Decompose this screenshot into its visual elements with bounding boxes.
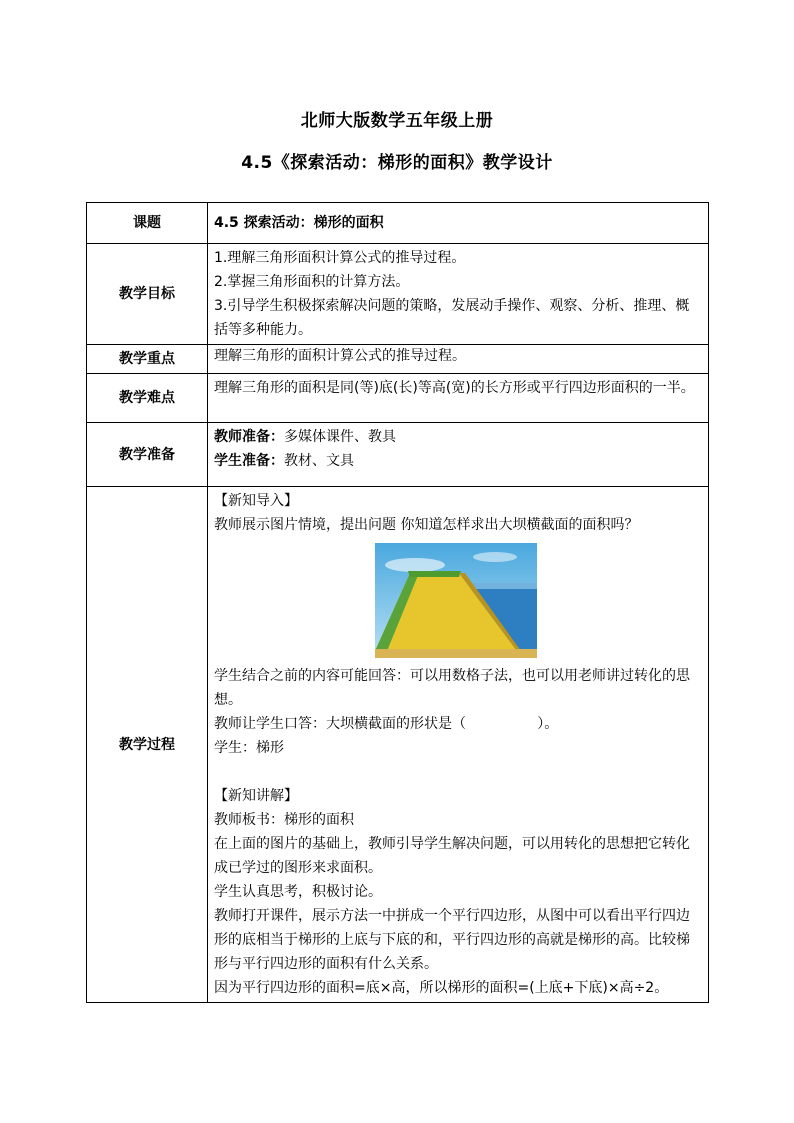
goal-item-3: 3.引导学生积极探索解决问题的策略，发展动手操作、观察、分析、推理、概括等多种能力。 bbox=[214, 298, 690, 338]
ground bbox=[375, 649, 537, 658]
key-value: 理解三角形的面积计算公式的推导过程。 bbox=[208, 345, 709, 374]
row-difficulty bbox=[87, 374, 709, 423]
student-prep bbox=[214, 449, 702, 473]
think-line: 学生认真思考，积极讨论。 bbox=[214, 884, 382, 900]
spacer bbox=[214, 760, 702, 784]
cloud bbox=[385, 558, 445, 572]
teacher-prep bbox=[214, 425, 702, 449]
prep-cell bbox=[208, 423, 709, 487]
row-process bbox=[87, 487, 709, 1003]
difficulty-value: 理解三角形的面积是同(等)底(长)等高(宽)的长方形或平行四边形面积的一半。 bbox=[208, 374, 709, 423]
answer-two: 学生：梯形 bbox=[214, 740, 284, 756]
row-topic bbox=[87, 203, 709, 244]
board-line: 教师板书：梯形的面积 bbox=[214, 812, 354, 828]
key-label: 教学重点 bbox=[87, 345, 208, 374]
dam-cross-section-image bbox=[375, 543, 537, 658]
document-subtitle: 4.5《探索活动：梯形的面积》教学设计 bbox=[241, 153, 553, 173]
teacher-prep-value: 多媒体课件、教具 bbox=[284, 429, 396, 445]
topic-value: 4.5 探索活动：梯形的面积 bbox=[208, 203, 709, 244]
student-prep-value: 教材、文具 bbox=[284, 453, 354, 469]
formula-line: 因为平行四边形的面积=底×高，所以梯形的面积=(上底+下底)×高÷2。 bbox=[214, 980, 669, 996]
process-cell bbox=[208, 487, 709, 1003]
goal-item-1: 1.理解三角形面积计算公式的推导过程。 bbox=[214, 250, 466, 266]
dam-top-grass bbox=[408, 571, 461, 577]
goal-item-2: 2.掌握三角形面积的计算方法。 bbox=[214, 274, 410, 290]
teacher-prep-label: 教师准备： bbox=[214, 429, 284, 445]
guide-line: 在上面的图片的基础上，教师引导学生解决问题，可以用转化的思想把它转化成已学过的图形来求面积。 bbox=[214, 836, 690, 876]
prep-label: 教学准备 bbox=[87, 423, 208, 487]
goals-cell bbox=[208, 244, 709, 345]
topic-label: 课题 bbox=[87, 203, 208, 244]
goals-label: 教学目标 bbox=[87, 244, 208, 345]
explain-heading: 【新知讲解】 bbox=[214, 788, 298, 804]
question-two: 教师让学生口答：大坝横截面的形状是（ ）。 bbox=[214, 716, 559, 732]
process-label: 教学过程 bbox=[87, 487, 208, 1003]
intro-line: 教师展示图片情境，提出问题 你知道怎样求出大坝横截面的面积吗？ bbox=[214, 517, 639, 533]
row-key-point bbox=[87, 345, 709, 374]
intro-heading: 【新知导入】 bbox=[214, 493, 298, 509]
student-prep-label: 学生准备： bbox=[214, 453, 284, 469]
row-preparation bbox=[87, 423, 709, 487]
courseware-line: 教师打开课件，展示方法一中拼成一个平行四边形，从图中可以看出平行四边形的底相当于梯形的上底与下底的和，平行四边形的高就是梯形的高。比较梯形与平行四边形的面积有什么关系。 bbox=[214, 908, 690, 972]
cloud bbox=[473, 552, 517, 562]
row-goals bbox=[87, 244, 709, 345]
lesson-plan-table bbox=[86, 202, 709, 1003]
document-title: 北师大版数学五年级上册 bbox=[300, 111, 494, 131]
answer-one: 学生结合之前的内容可能回答：可以用数格子法，也可以用老师讲过转化的思想。 bbox=[214, 668, 690, 708]
dam-picture bbox=[375, 543, 537, 658]
difficulty-label: 教学难点 bbox=[87, 374, 208, 423]
